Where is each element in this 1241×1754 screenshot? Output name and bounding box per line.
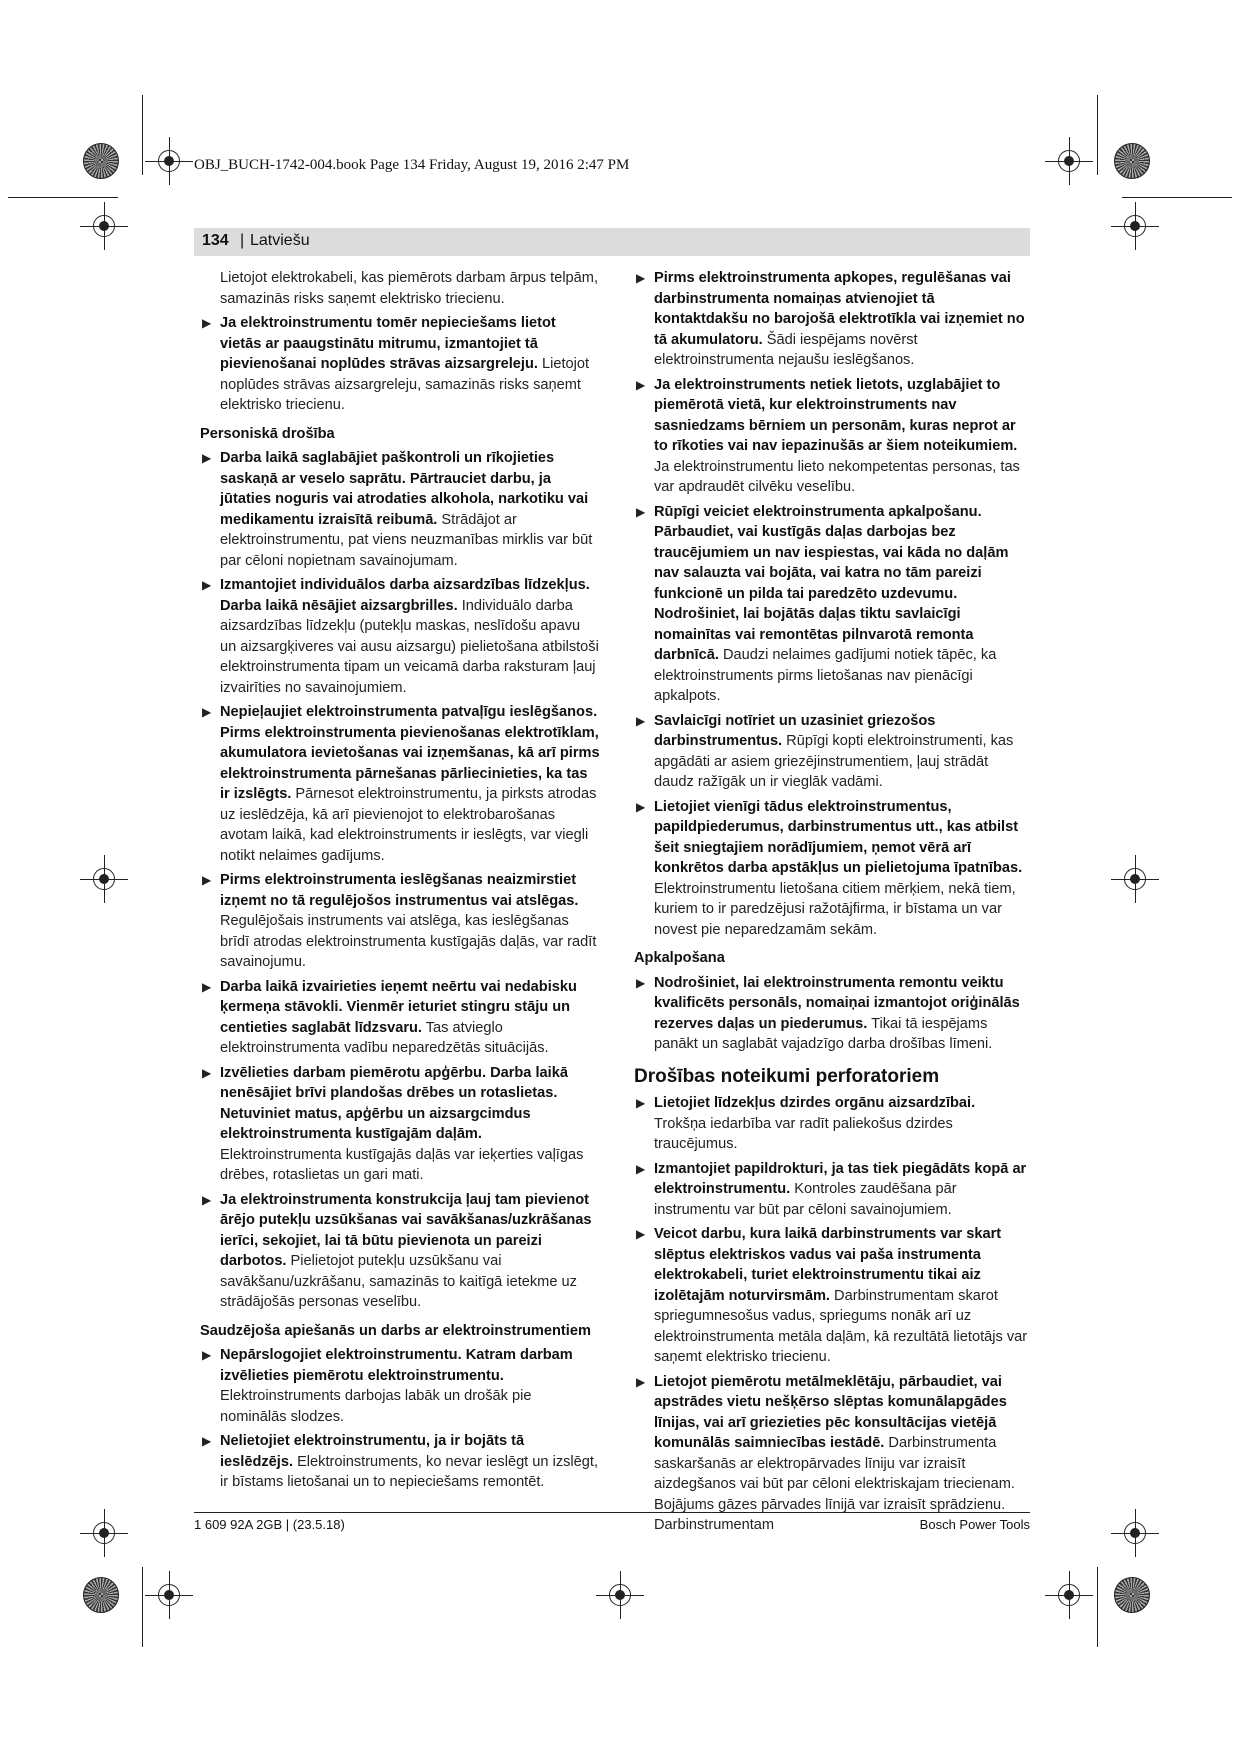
- registration-mark: [158, 150, 180, 172]
- bullet-item: ▶ Rūpīgi veiciet elektroinstrumenta apkalpošanu. Pārbaudiet, vai kustīgās daļas darbojas bez traucējumiem un nav iespiestas, vai kāda no daļām nav salauzta vai bojāta, vai katra no tām pareizi funkcionē un pilda tai paredzēto uzdevumu. Nodrošiniet, lai bojātās daļas tiktu savlaicīgi nomainītas vai remontētas pilnvarotā remonta darbnīcā. Daudzi nelaimes gadījumi notiek tāpēc, ka elektroinstruments pirms lietošanas nav pienācīgi apkalpots.: [636, 503, 1009, 704]
- left-column: [200, 268, 600, 1497]
- color-wheel-mark: [1114, 143, 1150, 179]
- color-wheel-mark: [83, 1577, 119, 1613]
- page-header: [194, 228, 1030, 256]
- registration-mark: [93, 215, 115, 237]
- crop-mark: [1097, 95, 1098, 175]
- registration-mark: [93, 868, 115, 890]
- bullet-item: ▶ Izmantojiet individuālos darba aizsardzības līdzekļus. Darba laikā nēsājiet aizsargbrilles. Individuālo darba aizsardzības līdzekļu (putekļu maskas, neslīdošu apavu un aizsargķiveres vai ausu aizsargu) pielietošana atbilstoši elektroinstrumenta tipam un veicamā darba raksturam ļauj izvairīties no savainojumiem.: [202, 577, 599, 696]
- bullet-item: ▶ Nepieļaujiet elektroinstrumenta patvaļīgu ieslēgšanos. Pirms elektroinstrumenta pievienošanas elektrotīklam, akumulatora ievietošanas vai izņemšanas, kā arī pirms elektroinstrumenta pārnešanas pārliecinieties, ka tas ir izslēgts. Pārnesot elektroinstrumentu, ja pirksts atrodas uz ieslēdzēja, kā arī pievienojot to elektrobarošanas avotam laikā, kad elektroinstruments ir ieslēgts, var viegli notikt nelaimes gadījums.: [202, 704, 600, 864]
- bullet-item: ▶ Darba laikā izvairieties ieņemt neērtu vai nedabisku ķermeņa stāvokli. Vienmēr ieturiet stingru stāju un centieties saglabāt līdzsvaru. Tas atvieglo elektroinstrumenta vadību neparedzētās situācijās.: [202, 978, 577, 1056]
- section-name: Latviešu: [250, 232, 310, 249]
- footer-brand: Bosch Power Tools: [919, 1517, 1030, 1532]
- intro-paragraph: Lietojot elektrokabeli, kas piemērots darbam ārpus telpām, samazinās risks saņemt elektrisko triecienu.: [220, 270, 599, 307]
- crop-mark: [142, 1567, 143, 1647]
- bullet-item: ▶ Izvēlieties darbam piemērotu apģērbu. Darba laikā nenēsājiet brīvi plandošas drēbes un rotaslietas. Netuviniet matus, apģērbu un aizsargcimdus elektroinstrumenta kustīgajām daļām. Elektroinstrumenta kustīgajās daļās var ieķerties vaļīgas drēbes, rotaslietas un gari mati.: [202, 1064, 584, 1183]
- crop-mark: [142, 95, 143, 175]
- registration-mark: [158, 1584, 180, 1606]
- footer-rule: [194, 1512, 1030, 1513]
- crop-mark: [8, 197, 118, 198]
- bullet-item: ▶ Izmantojiet papildrokturi, ja tas tiek piegādāts kopā ar elektroinstrumentu. Kontroles zaudēšana pār instrumentu var būt par cēloni savainojumiem.: [636, 1160, 1027, 1218]
- header-separator: |: [240, 232, 245, 249]
- registration-mark: [93, 1522, 115, 1544]
- section-heading: Personiskā drošība: [200, 425, 335, 442]
- bullet-item: ▶ Ja elektroinstrumenta konstrukcija ļauj tam pievienot ārējo putekļu uzsūkšanas vai savākšanas/uzkrāšanas ierīci, sekojiet, lai tā būtu pievienota un pareizi darbotos. Pielietojot putekļu uzsūkšanu vai savākšanu/uzkrāšanu, samazinās to kaitīgā ietekme uz strādājošās personas veselību.: [202, 1191, 592, 1310]
- color-wheel-mark: [1114, 1577, 1150, 1613]
- page-number: 134: [202, 232, 229, 249]
- bullet-item: ▶ Nelietojiet elektroinstrumentu, ja ir bojāts tā ieslēdzējs. Elektroinstruments, ko nevar ieslēgt un izslēgt, ir bīstams lietošanai un to nepieciešams remontēt.: [202, 1433, 599, 1490]
- section-title: Drošības noteikumi perforatoriem: [634, 1065, 940, 1087]
- right-column: [634, 268, 1030, 1540]
- bullet-item: ▶ Ja elektroinstrumentu tomēr nepieciešams lietot vietās ar paaugstinātu mitrumu, izmantojiet tā pievienošanai noplūdes strāvas aizsargreleju. Lietojot noplūdes strāvas aizsargreleju, samazinās risks saņemt elektrisko triecienu.: [202, 315, 590, 413]
- crop-mark: [1122, 197, 1232, 198]
- crop-mark: [1097, 1567, 1098, 1647]
- bullet-item: ▶ Lietojiet vienīgi tādus elektroinstrumentus, papildpiederumus, darbinstrumentus utt., kas atbilst šeit sniegtajiem norādījumiem, ņemot vērā arī konkrētos darba apstākļus un pielietojuma īpatnības. Elektroinstrumentu lietošana citiem mērķiem, nekā tiem, kuriem to ir paredzējusi ražotājfirma, ir bīstama un var novest pie neparedzamām sekām.: [636, 798, 1023, 938]
- print-slug: OBJ_BUCH-1742-004.book Page 134 Friday, August 19, 2016 2:47 PM: [194, 157, 630, 173]
- bullet-item: ▶ Ja elektroinstruments netiek lietots, uzglabājiet to piemērotā vietā, kur elektroinstruments nav sasniedzams bērniem un personām, kuras neprot ar to rīkoties vai nav iepazinušās ar šiem noteikumiem. Ja elektroinstrumentu lieto nekompetentas personas, tas var apdraudēt cilvēku veselību.: [636, 376, 1020, 495]
- bullet-item: ▶ Nodrošiniet, lai elektroinstrumenta remontu veiktu kvalificēts personāls, nomaiņai izmantojot oriģinālās rezerves daļas un piederumus. Tikai tā iespējams panākt un saglabāt vajadzīgo darba drošības līmeni.: [636, 974, 1020, 1052]
- color-wheel-mark: [83, 143, 119, 179]
- registration-mark: [1124, 1522, 1146, 1544]
- registration-mark: [609, 1584, 631, 1606]
- bullet-item: ▶ Veicot darbu, kura laikā darbinstruments var skart slēptus elektriskos vadus vai paša instrumenta elektrokabeli, turiet elektroinstrumentu tikai aiz izolētajām noturvirsmām. Darbinstrumentam skarot spriegumnesošus vadus, spriegums nonāk arī uz elektroinstrumenta metāla daļām, kā rezultātā lietotājs var saņemt elektrisko triecienu.: [636, 1226, 1028, 1365]
- bullet-item: ▶ Pirms elektroinstrumenta apkopes, regulēšanas vai darbinstrumenta nomaiņas atvienojiet tā kontaktdakšu no barojošā elektrotīkla vai izņemiet no tā akumulatoru. Šādi iespējams novērst elektroinstrumenta nejaušu ieslēgšanos.: [636, 270, 1025, 368]
- bullet-item: ▶ Savlaicīgi notīriet un uzasiniet griezošos darbinstrumentus. Rūpīgi kopti elektroinstrumenti, kas apgādāti ar asiem griezējinstrumentiem, ļauj strādāt daudz ražīgāk un ir vieglāk vadāmi.: [636, 712, 1014, 790]
- registration-mark: [1124, 868, 1146, 890]
- section-heading: Saudzējoša apiešanās un darbs ar elektroinstrumentiem: [200, 1322, 591, 1339]
- footer-doc-number: 1 609 92A 2GB | (23.5.18): [194, 1517, 345, 1532]
- bullet-item: ▶ Lietojot piemērotu metālmeklētāju, pārbaudiet, vai apstrādes vietu nešķērso slēptas komunālapgādes līnijas, vai arī griezieties pēc konsultācijas vietējā komunālās saimniecības iestādē. Darbinstrumenta saskaršanās ar elektropārvades līniju var izraisīt aizdegšanos vai būt par cēloni elektriskajam triecienam. Bojājums gāzes pārvades līnijā var izraisīt sprādzienu. Darbinstrumentam: [636, 1373, 1015, 1533]
- bullet-item: ▶ Nepārslogojiet elektroinstrumentu. Katram darbam izvēlieties piemērotu elektroinstrumentu. Elektroinstruments darbojas labāk un drošāk pie nominālās slodzes.: [202, 1347, 573, 1425]
- bullet-item: ▶ Darba laikā saglabājiet paškontroli un rīkojieties saskaņā ar veselo saprātu. Pārtrauciet darbu, ja jūtaties noguris vai atrodaties alkohola, narkotiku vai medikamentu izraisītā reibumā. Strādājot ar elektroinstrumentu, pat viens neuzmanības mirklis var būt par cēloni nopietnam savainojumam.: [202, 450, 593, 569]
- registration-mark: [1058, 1584, 1080, 1606]
- bullet-item: ▶ Pirms elektroinstrumenta ieslēgšanas neaizmirstiet izņemt no tā regulējošos instrumentus vai atslēgas. Regulējošais instruments vai atslēga, kas ieslēgšanas brīdī atrodas elektroinstrumenta kustīgajās daļās, var radīt savainojumu.: [202, 872, 597, 970]
- section-heading: Apkalpošana: [634, 950, 725, 966]
- registration-mark: [1058, 150, 1080, 172]
- registration-mark: [1124, 215, 1146, 237]
- bullet-item: ▶ Lietojiet līdzekļus dzirdes orgānu aizsardzībai. Trokšņa iedarbība var radīt paliekošus dzirdes traucējumus.: [636, 1095, 976, 1152]
